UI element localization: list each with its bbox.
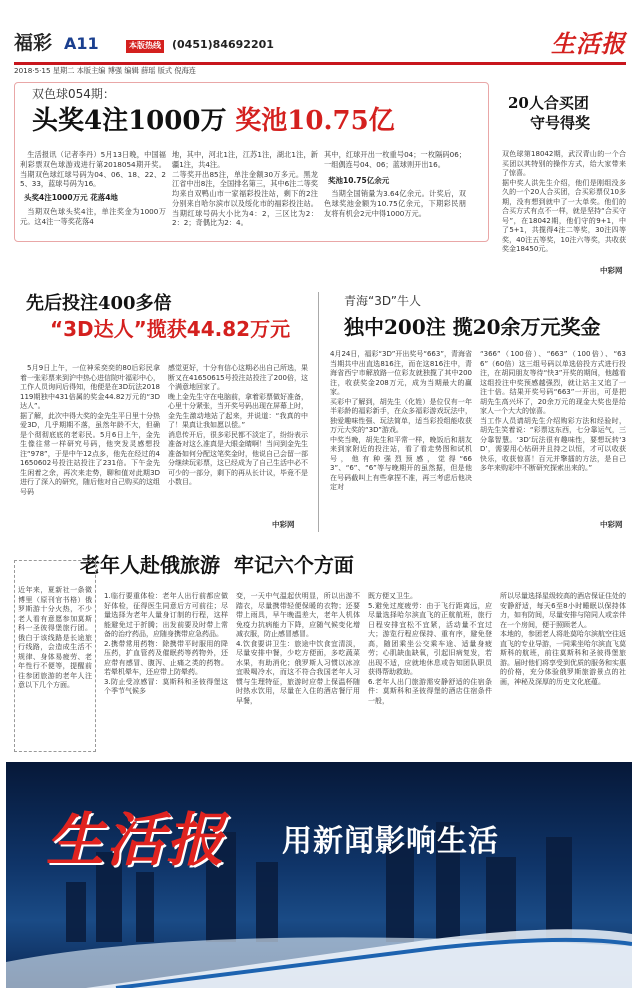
page-number: A11 (64, 34, 99, 53)
headline-pool: 奖池10.75亿 (235, 106, 395, 136)
article1-col1: 生活报讯（记者李丹）5月13日晚，中国福利彩票双色球游戏进行第2018054期开奖。当期双色球红球号码为04、06、18、22、25、33，蓝球号码为16。 (20, 150, 166, 189)
ad-slogan: 用新闻影响生活 (282, 824, 499, 859)
article3-source: 中彩网 (272, 520, 295, 529)
article4-source: 中彩网 (600, 520, 623, 529)
article4-col1: 4月24日，福彩“3D”开出奖号“663”，青海省当期共中出直选816注，而在这816注中，青海省西宁市解放路一位彩友就独揽了其中200注，收获奖金208万元，成为当期最大的赢家。 买彩中了解到，胡先生（化姓）是位仅有一年半彩龄的福彩新手，在众多福彩游戏玩法中，独爱趣味性强、玩法简单，适当彩投组能收获万元大奖的“3D”游戏。 中奖当晚，胡先生和平常一样，晚饭后和朋友来到家附近的投注站，看了看走势图和试机号，他有种强烈预感，觉得“663”、“6”、“6”等与晚期开的虽然据，但是他在号码截叫上有些拿捏不准，再三考虑后他决定对 (330, 350, 472, 492)
article5-intro: 近年来，夏新社一条微博里（原刊官书格）俄罗斯游十分火热，不少老人看有意愿参加莫斯科一圣彼得堡旅行团。俄白于该线路是长途旅行线路，会造成生活不规律、身体易疲劳、老年性行不便等，提醒前往参团旅游的老年人注意以下几个方面。 (18, 586, 92, 690)
article1-col1b: 当期双色球头奖4注，单注奖金为1000万元。这4注一等奖花落4 (20, 207, 166, 226)
article1-kicker: 双色球054期： (32, 87, 115, 101)
page-header (14, 30, 628, 64)
hotline-label: 本版热线 (126, 40, 164, 53)
article2-body: 双色球第18042期，武汉青山的一个合买团以其特别的操作方式，给大家带来了惊喜。 据中奖人洪先生介绍，他们是刚组没多久的一个20人合买团，合买彩票仅10多期，没有想到就中了一大单奖。他们的合买方式有点不一样，就是坚持“合买守号”，在18042期，他们守的9+1，中了5+1，共揽得4注二等奖，30注四等奖，40注五等奖，10注六等奖，共收获奖金18450元。 (502, 150, 626, 254)
article5-col2: 变，一天中气温起伏明显，所以出游不踏衣，尽量携带轻便保暖的衣物；还要带上雨具，早午晚温差大，老年人机体免疫力抗病能力下降，应随气候变化增减衣服，防止感冒感冒。 4.饮食要讲卫生：旅途中饮食宜清淡，尽量安排中餐，少吃方便面，多吃蔬菜水果，有助消化；俄罗斯人习惯以冰凉宜吸喝冷水，而这不符合我国老年人习惯与生理特征，旅游时应带上保温杯随时热水饮用，尽量在入住的酒店餐厅用早餐， (236, 592, 360, 705)
header-rule (14, 62, 626, 65)
article5-col4: 所以尽量选择星级较高的酒店保证住处的安静舒适，每天6至8小时睡眠以保持体力，如有防间，尽量安排与陪同人或亲伴在一个房间，便于照顾老人。 本地的，参团老人将赴莫哈尔滨航空往返直飞的专业导游，一同乘坐哈尔滨直飞莫斯科的航班，前往莫斯科和圣彼得堡旅游。届时他们将享受到优质的服务和实惠的价格，充分体验俄罗斯旅游景点的社画，神秘及深厚的历史文化底蕴。 (500, 592, 626, 686)
article3-title-2: “3D达人”揽获44.82万元 (50, 317, 291, 341)
article3-col1: 5月9日上午，一位神采奕奕的80后彩民拿着一张彩票来到沪中热心进信院叶福彩中心，工作人员询问后得知，他便是在3D玩法2018119期独中431倍属的奖金44.82万元的“3D达人”。 据了解，此次中得大奖的金先生平日里十分热爱3D，几乎期期不落，虽然年龄不大，但确是个彻彻底底的老彩民。5月6日上午，金先生像往常一样研究号码，他突发灵感想投注“978”，于是中午12点多，他先在经过的41650602号投注站投注了231倍。下午金先生闲着之余，再次来走势，聊和值对此期3D进行了深入的研究，随后他对自己购买的这组号码 (20, 364, 160, 496)
article2-title-2: 守号得奖 (530, 114, 591, 132)
section-name: 福彩 (14, 32, 53, 54)
article1-col3: 其中，红球开出一枚重号04；一枚隔码06；一组偶连号04、06；蓝球则开出16。 (324, 150, 466, 169)
article2-title-1: 20人合买团 (508, 94, 589, 112)
article1-col3b: 当期全国销量为3.64亿余元。计奖后，双色球奖池金额为10.75亿余元，下期彩民朋友将有机会2元中得1000万元。 (324, 189, 466, 219)
hotline-number: (0451)84692201 (172, 38, 274, 51)
advertisement-banner (6, 762, 632, 988)
article4-kicker: 青海“3D”牛人 (344, 294, 421, 308)
article3-col2: 感觉更好，十分有信心这期必出自己所选，果断又在41650615号投注站投注了200倍，这个满意地回家了。 晚上金先生守在电脑前，拿着彩票做好准备，心里十分紧张，当开奖号码出现在屏幕上时，金先生激动地站了起来，并说道：“我真的中了！果真让我如愿以偿。” 消息传开后，很多彩民都不淡定了，纷纷表示准备对这么准真是大眼金睛啊！当问到金先生准备如何分配这笔奖金时，他说自己会留一部分继续玩彩票，这已经成为了自己生活中必不可少的一部分，剩下的再从长计议，毕竟不是小数目。 (168, 364, 308, 487)
newspaper-logo: 生活报 (551, 29, 626, 58)
headline-main: 头奖4注1000万 (32, 106, 227, 136)
column-divider (318, 292, 319, 532)
article5-col1: 1.临行要重体检：老年人出行前都应做好体检，征得医生同意后方可前往；尽量选择为老年人量身订制的行程，这样能避免过于折腾；出发前要及时带上常备的治疗药品，应随身携带应急药品。 2.携带常用药物：除携带平时服用的降压药，扩血管药及催眠药等药物外，还应带有感冒、腹泻、止痛之类的药物。若晕机晕车，还应带上防晕药。 3.防止受凉感冒：莫斯科和圣彼得堡这个季节气候多 (104, 592, 228, 696)
article5-headline: 老年人赴俄旅游 牢记六个方面 (80, 553, 354, 577)
article1-subhead1: 头奖4注1000万元 花落4地 (24, 193, 118, 203)
article4-headline: 独中200注 揽20余万元奖金 (344, 315, 601, 339)
article1-headline (32, 104, 395, 138)
article4-col2: “366”（100倍）、“663”（100倍）、“636”（60倍）这三组号码以单选倍投方式进行投注，在胡同朋友等待“快3”开奖的期间，他越看这组投注中奖预感越强烈，就让站主又追了一注十倍。结果开奖号码“663”一开出，可是把胡先生高兴坏了，20余万元的现金大奖也是给家人一个大大的惊喜。 当工作人员请胡先生介绍购彩方法和经验时，胡先生笑着说：“彩票这东西，七分靠运气，三分靠智慧。‘3D’玩法很有趣味性，要想玩转‘3D’，需要用心钻研并且持之以恒，才可以收获快乐，收获惊喜！百元并擎擂的方法，是自己多年来购彩中不断研究探索出来的。” (480, 350, 626, 473)
article1-col2: 地，其中，河北1注，江苏1注，湖北1注，新疆1注，共4注。 二等奖开出85注，单注金额30万多元。黑龙江省中出8注，全国排名第三，其中6注二等奖均来自双鸭山市一家福彩投注站，剩下的2注分别来自哈尔滨市以及绥化市的福彩投注站。当期红球号码大小比为4：2，三区比为2：2：2；奇偶比为2：4。 (172, 150, 318, 228)
article2-source: 中彩网 (600, 266, 623, 275)
article5-col3: 既方便又卫生。 5.避免过度疲劳：由于飞行距离远，应尽量选择哈尔滨直飞的正航航班，旅行日程安排宜松不宜紧，活动量不宜过大；游览行程应保持、重有序，避免登高，随团乘坐公交乘车途、适量身疲劳；心肌缺血缺氧，引起旧病复发，若出现不适，应就地休息或告知团队职员获得帮助救助。 6.老年人出门旅游需安静舒适的住宿条件：莫斯科和圣彼得堡的酒店住宿条件一般， (368, 592, 492, 705)
dateline: 2018·5·15 星期二 本版主编 博强 编辑 薛瑶 版式 倪海连 (14, 66, 196, 75)
ad-logo: 生活报 (46, 806, 227, 874)
article3-title-1: 先后投注400多倍 (26, 293, 172, 314)
article1-subhead2: 奖池10.75亿余元 (328, 175, 390, 185)
